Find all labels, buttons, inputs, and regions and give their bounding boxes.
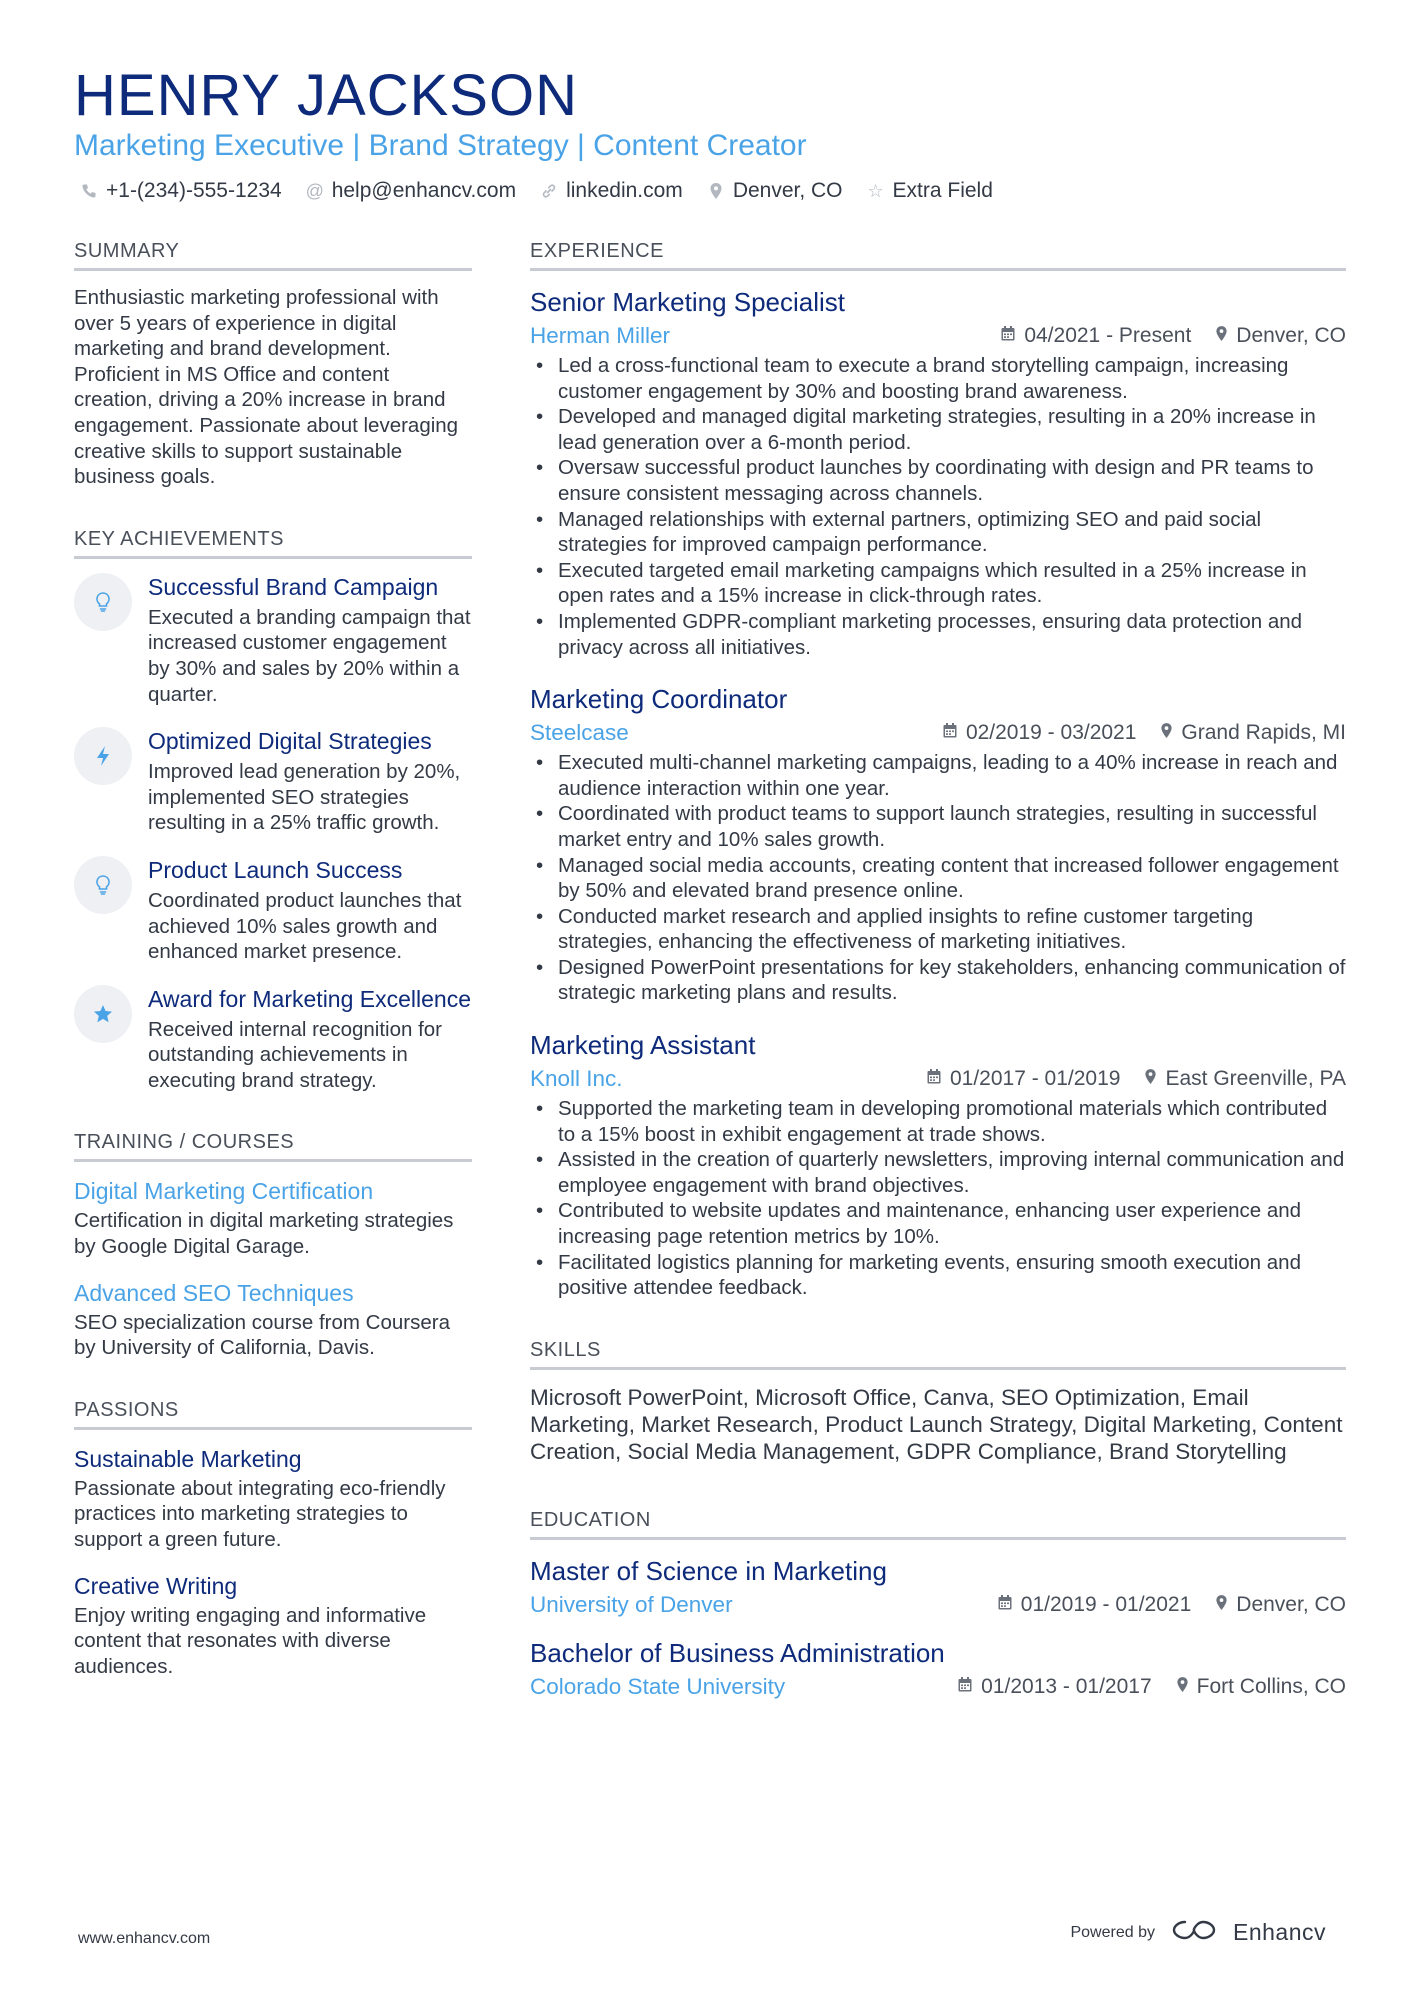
right-column xyxy=(530,236,1346,1718)
achievement-title: Successful Brand Campaign xyxy=(148,573,439,600)
star-icon xyxy=(74,985,132,1043)
achievement-text: Received internal recognition for outstanding achievements in executing brand strategy. xyxy=(148,1017,442,1092)
experience-heading: EXPERIENCE xyxy=(530,236,1346,271)
passion-text: Enjoy writing engaging and informative content that resonates with diverse audiences. xyxy=(74,1603,427,1678)
job-entry xyxy=(530,285,1346,660)
job-bullets xyxy=(530,1096,1346,1301)
course-title: Digital Marketing Certification xyxy=(74,1178,374,1205)
passion-text: Passionate about integrating eco-friendly practices into marketing strategies to support a green future. xyxy=(74,1476,446,1552)
job-dates: 02/2019 - 03/2021 xyxy=(965,721,1137,745)
calendar-icon xyxy=(957,1672,973,1702)
calendar-icon xyxy=(997,1590,1013,1620)
training-heading: TRAINING / COURSES xyxy=(74,1127,472,1162)
job-entry xyxy=(530,682,1346,1006)
job-bullets xyxy=(530,353,1346,660)
job-role: Marketing Assistant xyxy=(530,1030,756,1061)
course-text: SEO specialization course from Coursera by University of California, Davis. xyxy=(74,1310,450,1360)
job-bullet: • Led a cross-functional team to execute a brand storytelling campaign, increasing customer engagement by 30% and boosting brand awareness. xyxy=(558,353,1346,404)
education-entry xyxy=(530,1636,1346,1702)
job-location: Grand Rapids, MI xyxy=(1181,721,1346,745)
job-bullets xyxy=(530,750,1346,1006)
achievement-item xyxy=(74,985,472,1094)
contact-extra xyxy=(867,176,993,206)
contact-email-text: help@enhancv.com xyxy=(331,179,517,202)
training-section xyxy=(74,1127,472,1360)
location-icon xyxy=(1160,718,1173,748)
location-icon xyxy=(1176,1672,1189,1702)
passion-title: Creative Writing xyxy=(74,1572,238,1599)
star-icon: ☆ xyxy=(867,181,884,201)
candidate-headline: Marketing Executive | Brand Strategy | Content Creator xyxy=(74,129,807,162)
lightbulb-icon xyxy=(74,856,132,914)
education-location: Fort Collins, CO xyxy=(1196,1674,1346,1698)
location-icon xyxy=(707,182,725,200)
contact-email[interactable] xyxy=(306,176,516,206)
education-heading: EDUCATION xyxy=(530,1505,1346,1540)
contact-linkedin-text: linkedin.com xyxy=(566,179,683,202)
calendar-icon xyxy=(926,1064,942,1094)
job-role: Marketing Coordinator xyxy=(530,684,788,715)
contact-location xyxy=(707,176,843,206)
job-bullet: • Managed social media accounts, creating content that increased follower engagement by 50% and elevated brand presence online. xyxy=(558,853,1346,904)
passion-item xyxy=(74,1571,472,1680)
job-dates: 01/2017 - 01/2019 xyxy=(949,1067,1121,1091)
left-column xyxy=(74,236,472,1679)
job-bullet: • Managed relationships with external partners, optimizing SEO and paid social strategies for improved campaign performance. xyxy=(558,507,1346,558)
job-bullet: • Designed PowerPoint presentations for key stakeholders, enhancing communication of strategic marketing plans and results. xyxy=(558,955,1346,1006)
job-bullet: • Contributed to website updates and maintenance, enhancing user experience and increasing page retention metrics by 10%. xyxy=(558,1198,1346,1249)
contact-bar xyxy=(80,176,993,206)
contact-linkedin[interactable] xyxy=(540,176,683,206)
job-company: Knoll Inc. xyxy=(530,1066,623,1092)
course-item xyxy=(74,1278,472,1361)
enhancv-brand-name: Enhancv xyxy=(1232,1919,1326,1945)
phone-icon xyxy=(80,183,98,199)
candidate-name: HENRY JACKSON xyxy=(74,63,578,128)
passions-section xyxy=(74,1395,472,1680)
contact-phone[interactable] xyxy=(80,176,282,206)
achievement-item xyxy=(74,727,472,836)
passions-heading: PASSIONS xyxy=(74,1395,472,1430)
at-icon: @ xyxy=(305,181,324,201)
job-role: Senior Marketing Specialist xyxy=(530,287,846,317)
education-section xyxy=(530,1505,1346,1702)
course-title: Advanced SEO Techniques xyxy=(74,1279,354,1306)
education-degree: Master of Science in Marketing xyxy=(530,1555,887,1586)
bolt-icon xyxy=(74,727,132,785)
achievement-title: Award for Marketing Excellence xyxy=(148,985,471,1012)
achievements-section xyxy=(74,524,472,1094)
achievement-item xyxy=(74,856,472,965)
course-item xyxy=(74,1176,472,1259)
job-bullet: • Supported the marketing team in developing promotional materials which contributed to a 15% boost in exhibit engagement at trade shows. xyxy=(558,1096,1346,1147)
summary-heading: SUMMARY xyxy=(74,236,472,271)
job-bullet: • Coordinated with product teams to support launch strategies, resulting in successful market entry and 10% sales growth. xyxy=(558,801,1346,852)
education-school: University of Denver xyxy=(530,1591,733,1617)
education-dates: 01/2019 - 01/2021 xyxy=(1020,1592,1192,1616)
job-bullet: • Implemented GDPR-compliant marketing processes, ensuring data protection and privacy across all initiatives. xyxy=(558,609,1346,660)
enhancv-logo-icon xyxy=(1171,1918,1217,1947)
achievements-heading: KEY ACHIEVEMENTS xyxy=(74,524,472,559)
passion-item xyxy=(74,1444,472,1553)
achievement-text: Executed a branding campaign that increased customer engagement by 30% and sales by 20% within a quarter. xyxy=(148,605,471,706)
powered-by-label: Powered by xyxy=(1070,1923,1155,1941)
passion-title: Sustainable Marketing xyxy=(74,1445,302,1472)
job-bullet: • Developed and managed digital marketing strategies, resulting in a 20% increase in lead generation over a 6-month period. xyxy=(558,404,1346,455)
calendar-icon xyxy=(1000,321,1016,351)
education-location: Denver, CO xyxy=(1236,1592,1346,1616)
calendar-icon xyxy=(942,718,958,748)
course-text: Certification in digital marketing strategies by Google Digital Garage. xyxy=(74,1209,454,1259)
footer-website[interactable]: www.enhancv.com xyxy=(78,1930,211,1947)
education-dates: 01/2013 - 01/2017 xyxy=(981,1674,1152,1698)
achievement-text: Improved lead generation by 20%, implemented SEO strategies resulting in a 25% traffic growth. xyxy=(148,760,461,835)
job-location: East Greenville, PA xyxy=(1165,1067,1346,1091)
job-bullet: • Assisted in the creation of quarterly newsletters, improving internal communication and employee engagement with brand objectives. xyxy=(558,1147,1346,1198)
job-bullet: • Executed multi-channel marketing campaigns, leading to a 40% increase in reach and audience interaction within one year. xyxy=(558,750,1346,801)
location-icon xyxy=(1215,1590,1228,1620)
skills-section xyxy=(530,1335,1346,1465)
job-company: Steelcase xyxy=(530,720,629,746)
contact-extra-text: Extra Field xyxy=(892,179,993,202)
location-icon xyxy=(1144,1064,1157,1094)
job-company: Herman Miller xyxy=(530,323,671,348)
location-icon xyxy=(1215,321,1228,351)
job-bullet: • Oversaw successful product launches by coordinating with design and PR teams to ensure consistent messaging across channels. xyxy=(558,455,1346,506)
achievement-title: Product Launch Success xyxy=(148,856,403,883)
footer-branding xyxy=(1070,1918,1326,1947)
job-location: Denver, CO xyxy=(1236,324,1346,347)
job-bullet: • Facilitated logistics planning for marketing events, ensuring smooth execution and positive attendee feedback. xyxy=(558,1250,1346,1301)
achievement-title: Optimized Digital Strategies xyxy=(148,728,432,755)
contact-location-text: Denver, CO xyxy=(732,179,843,202)
education-entry xyxy=(530,1554,1346,1620)
job-dates: 04/2021 - Present xyxy=(1024,324,1192,347)
skills-heading: SKILLS xyxy=(530,1335,1346,1370)
skills-text: Microsoft PowerPoint, Microsoft Office, Canva, SEO Optimization, Email Marketing, Market Research, Product Launch Strategy, Digital Marketing, Content Creation, Social Media Management, GDPR Compliance, Brand Storytelling xyxy=(530,1384,1343,1464)
summary-section xyxy=(74,236,472,490)
lightbulb-icon xyxy=(74,573,132,631)
contact-phone-text: +1-(234)-555-1234 xyxy=(106,179,282,202)
education-degree: Bachelor of Business Administration xyxy=(530,1637,945,1668)
job-entry xyxy=(530,1028,1346,1301)
job-bullet: • Conducted market research and applied insights to refine customer targeting strategies, enhancing the effectiveness of marketing initiatives. xyxy=(558,904,1346,955)
achievement-text: Coordinated product launches that achieved 10% sales growth and enhanced market presence. xyxy=(148,888,462,964)
link-icon xyxy=(540,183,558,199)
summary-text: Enthusiastic marketing professional with over 5 years of experience in digital marketing and brand development. Proficient in MS Office and content creation, driving a 20% increase in brand engagement. Passionate about leveraging creative skills to support sustainable business goals. xyxy=(74,286,459,489)
job-bullet: • Executed targeted email marketing campaigns which resulted in a 25% increase in open rates and a 15% increase in click-through rates. xyxy=(558,558,1346,609)
experience-section xyxy=(530,236,1346,1301)
achievement-item xyxy=(74,573,472,707)
education-school: Colorado State University xyxy=(530,1673,786,1699)
